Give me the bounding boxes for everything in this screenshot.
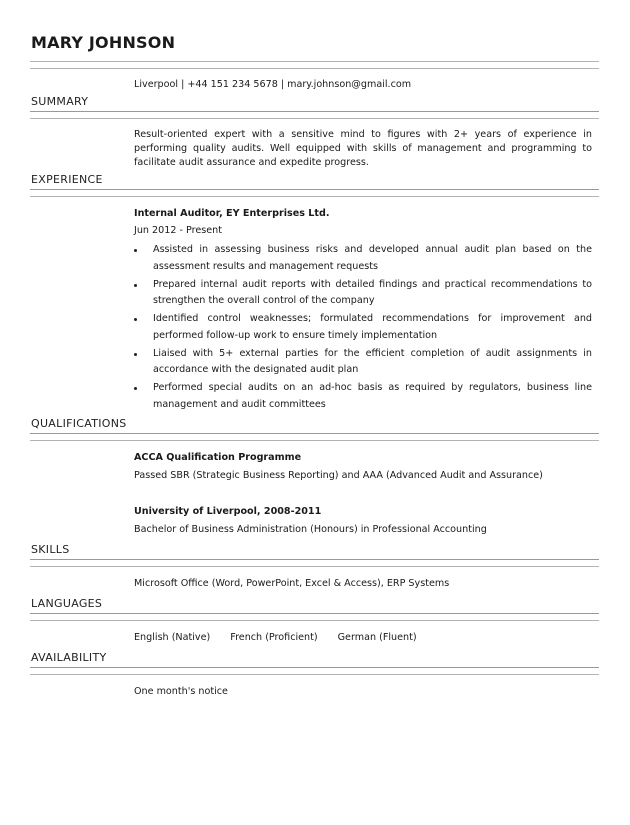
divider <box>30 559 599 560</box>
divider <box>30 613 599 614</box>
divider <box>30 61 599 62</box>
list-item-text: Liaised with 5+ external parties for the efficient completion of audit assignments in accordance with the designated audit plan <box>153 347 592 375</box>
skills-text: Microsoft Office (Word, PowerPoint, Excel & Access), ERP Systems <box>134 578 450 589</box>
divider <box>30 566 599 567</box>
list-item-text: Assisted in assessing business risks and developed annual audit plan based on the assessment results and management requests <box>153 244 592 272</box>
divider <box>30 111 599 112</box>
section-heading-availability: AVAILABILITY <box>31 651 107 664</box>
list-item <box>134 311 592 344</box>
languages-list <box>134 631 437 645</box>
bullet-icon <box>134 387 137 390</box>
divider <box>30 667 599 668</box>
divider <box>30 620 599 621</box>
section-heading-experience: EXPERIENCE <box>31 173 103 186</box>
divider <box>30 189 599 190</box>
divider <box>30 196 599 197</box>
qualification-detail: Bachelor of Business Administration (Honours) in Professional Accounting <box>134 524 487 535</box>
list-item-text: Prepared internal audit reports with detailed findings and practical recommendations to strengthen the overall control of the company <box>153 278 592 306</box>
job-title: Internal Auditor, EY Enterprises Ltd. <box>134 208 330 219</box>
bullet-icon <box>134 318 137 321</box>
qualification-title: University of Liverpool, 2008-2011 <box>134 506 322 517</box>
list-item <box>134 277 592 310</box>
divider <box>30 674 599 675</box>
bullet-icon <box>134 353 137 356</box>
language-item: English (Native) <box>134 632 211 643</box>
section-heading-summary: SUMMARY <box>31 95 89 108</box>
divider <box>30 118 599 119</box>
candidate-name: MARY JOHNSON <box>31 33 176 52</box>
list-item <box>134 242 592 275</box>
divider <box>30 433 599 434</box>
section-heading-languages: LANGUAGES <box>31 597 103 610</box>
list-item-text: Performed special audits on an ad-hoc basis as required by regulators, business line management and audit committees <box>153 382 592 410</box>
summary-text: Result-oriented expert with a sensitive mind to figures with 2+ years of experience in performing quality audits. Well equipped with skills of management and programming to facilitate audit assurance and expedite progress. <box>134 129 592 168</box>
qualification-detail: Passed SBR (Strategic Business Reporting) and AAA (Advanced Audit and Assurance) <box>134 470 543 481</box>
list-item-text: Identified control weaknesses; formulated recommendations for improvement and performed follow-up work to ensure timely implementation <box>153 313 592 341</box>
contact-line: Liverpool | +44 151 234 5678 | mary.johnson@gmail.com <box>134 79 412 90</box>
bullet-icon <box>134 284 137 287</box>
list-item <box>134 380 592 413</box>
divider <box>30 440 599 441</box>
language-item: French (Proficient) <box>230 632 318 643</box>
section-heading-qualifications: QUALIFICATIONS <box>31 417 127 430</box>
bullet-icon <box>134 249 137 252</box>
divider <box>30 68 599 69</box>
qualification-title: ACCA Qualification Programme <box>134 452 302 463</box>
availability-text: One month's notice <box>134 686 228 697</box>
section-heading-skills: SKILLS <box>31 543 70 556</box>
experience-bullet-list <box>134 242 592 415</box>
job-dates: Jun 2012 - Present <box>134 225 223 236</box>
list-item <box>134 346 592 379</box>
language-item: German (Fluent) <box>337 632 417 643</box>
